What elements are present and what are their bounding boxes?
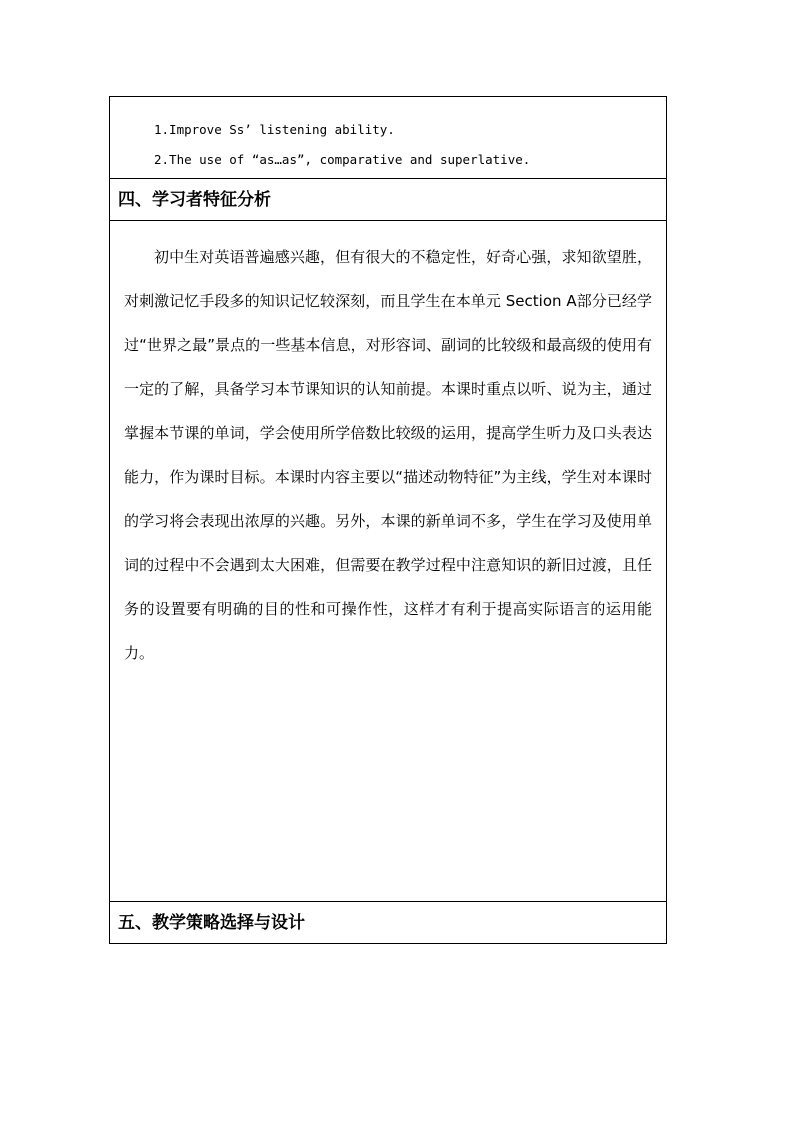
section-heading-teaching-strategy: 五、教学策略选择与设计 [110, 901, 666, 943]
lesson-plan-table [109, 96, 667, 944]
learner-analysis-paragraph: 初中生对英语普遍感兴趣，但有很大的不稳定性，好奇心强，求知欲望胜，对刺激记忆手段多的知识记忆较深刻，而且学生在本单元 Section A部分已经学过“世界之最”景点的一些基本信息，对形容词、副词的比较级和最高级的使用有一定的了解，具备学习本节课知识的认知前提。本课时重点以听、说为主，通过掌握本节课的单词，学会使用所学倍数比较级的运用，提高学生听力及口头表达能力，作为课时目标。本课时内容主要以“描述动物特征”为主线，学生对本课时的学习将会表现出浓厚的兴趣。另外，本课的新单词不多，学生在学习及使用单词的过程中不会遇到太大困难，但需要在教学过程中注意知识的新旧过渡，且任务的设置要有明确的目的性和可操作性，这样才有利于提高实际语言的运用能力。 [110, 220, 666, 901]
objective-item-1: 1.Improve Ss’ listening ability. [154, 122, 395, 137]
objectives-cell [110, 97, 666, 178]
section-heading-learner-analysis: 四、学习者特征分析 [110, 178, 666, 220]
objective-item-2: 2.The use of “as…as”, comparative and superlative. [154, 152, 531, 167]
